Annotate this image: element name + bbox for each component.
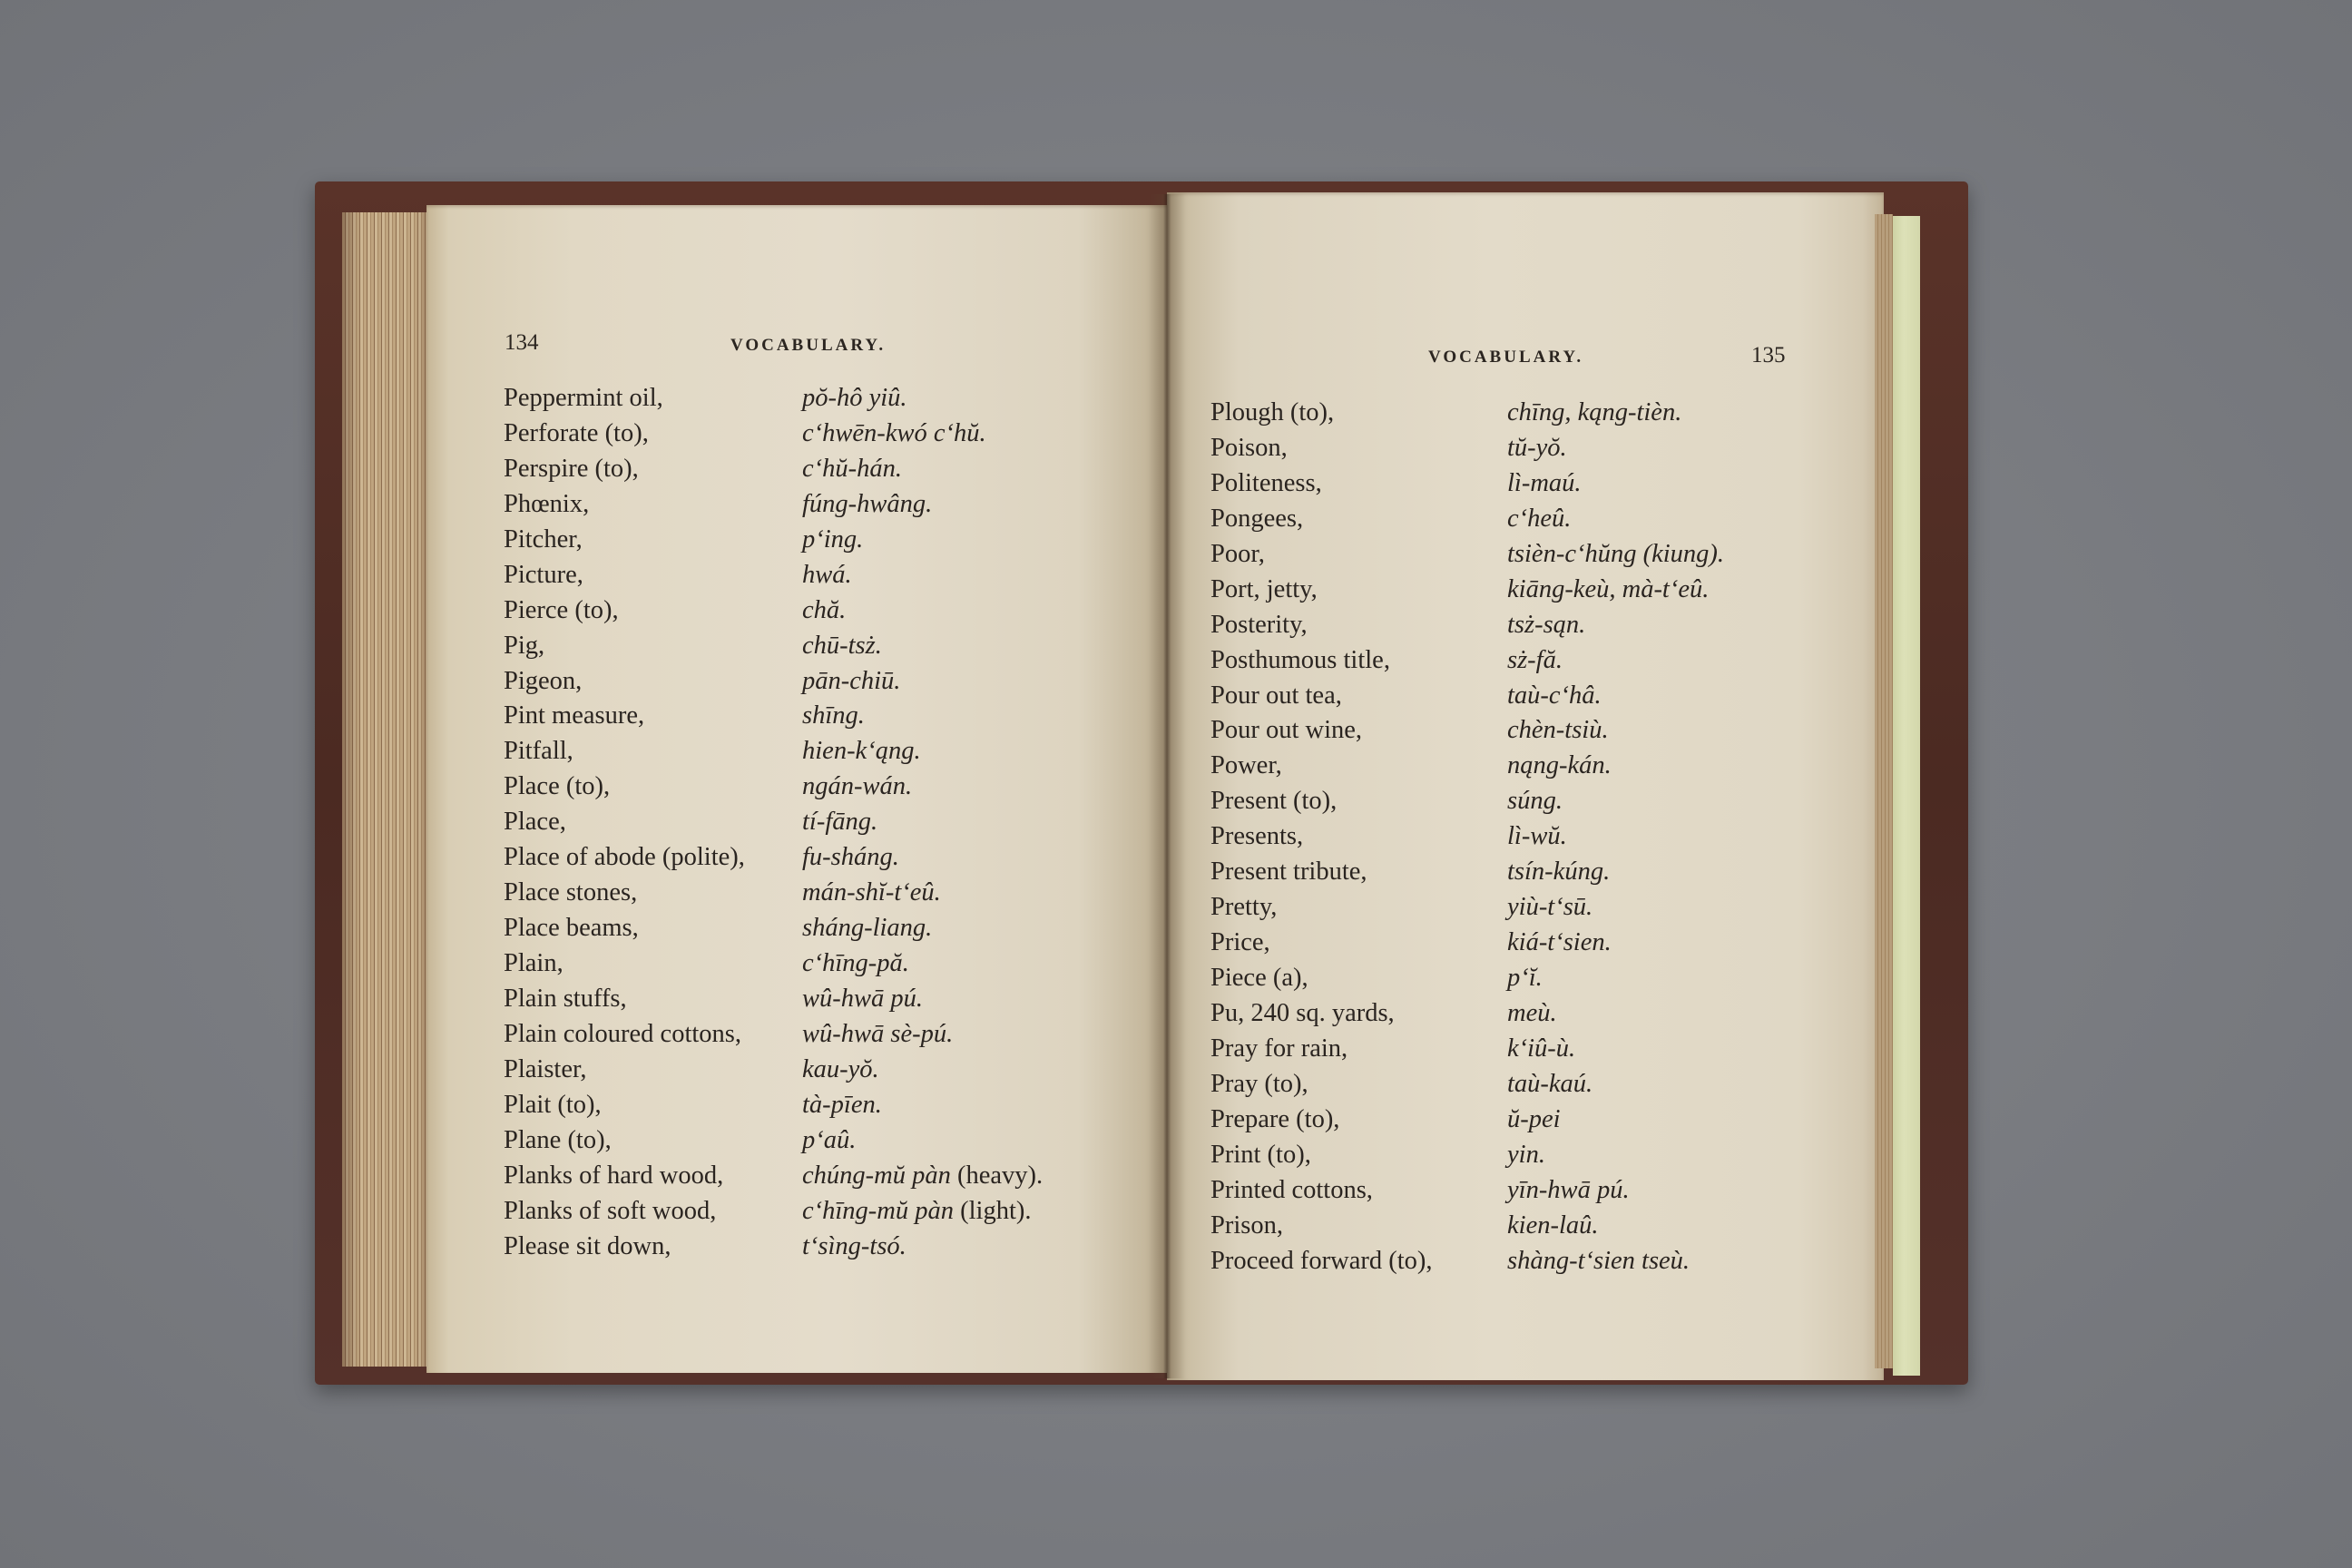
translation bbox=[1507, 855, 1610, 894]
chinese-romanization: c‘hŭ-hán. bbox=[802, 454, 903, 483]
english-term: Planks of soft wood, bbox=[504, 1196, 717, 1225]
english-term: Present tribute, bbox=[1210, 858, 1367, 887]
english-term: Price, bbox=[1210, 928, 1270, 957]
english-term: Proceed forward (to), bbox=[1210, 1246, 1433, 1275]
english-term: Politeness, bbox=[1210, 468, 1322, 497]
chinese-romanization: p‘ing. bbox=[802, 524, 864, 554]
english-term: Perspire (to), bbox=[504, 454, 639, 483]
translation bbox=[802, 734, 921, 773]
chinese-romanization: pŏ-hô yiû. bbox=[802, 384, 907, 412]
english-term: Printed cottons, bbox=[1210, 1175, 1373, 1204]
chinese-romanization: wû-hwā pú. bbox=[802, 984, 924, 1013]
english-term: Plough (to), bbox=[1210, 398, 1335, 426]
english-term: Pour out tea, bbox=[1210, 681, 1342, 710]
english-term: Please sit down, bbox=[504, 1231, 671, 1260]
translation bbox=[1507, 961, 1543, 1000]
english-term: Print (to), bbox=[1210, 1140, 1311, 1169]
chinese-romanization: k‘iû-ù. bbox=[1507, 1034, 1576, 1063]
translation bbox=[802, 558, 852, 597]
chinese-romanization: c‘heû. bbox=[1507, 504, 1572, 533]
chinese-romanization: tsièn-c‘hŭng (kiung). bbox=[1507, 539, 1725, 568]
english-term: Power, bbox=[1210, 751, 1282, 780]
chinese-romanization: yīn-hwā pú. bbox=[1507, 1175, 1630, 1204]
translation bbox=[802, 629, 882, 668]
chinese-romanization: sż-fă. bbox=[1507, 645, 1563, 674]
translation bbox=[1507, 1067, 1592, 1106]
translation bbox=[802, 487, 932, 526]
translation bbox=[1507, 1032, 1575, 1071]
translation bbox=[1507, 784, 1563, 823]
translation bbox=[802, 1053, 879, 1092]
chinese-romanization: tŭ-yŏ. bbox=[1507, 433, 1567, 462]
chinese-romanization: chīng, kąng-tièn. bbox=[1507, 398, 1682, 426]
english-term: Pigeon, bbox=[504, 666, 583, 695]
chinese-romanization: lì-maú. bbox=[1507, 468, 1582, 497]
left-page-edges bbox=[342, 212, 433, 1367]
translation bbox=[802, 1123, 856, 1162]
chinese-romanization: lì-wŭ. bbox=[1507, 822, 1567, 851]
chinese-romanization: tsín-kúng. bbox=[1507, 858, 1611, 887]
english-term: Pray for rain, bbox=[1210, 1034, 1348, 1063]
translation bbox=[1507, 643, 1563, 682]
translation bbox=[1507, 713, 1609, 752]
chinese-romanization: ŭ-pei bbox=[1507, 1104, 1561, 1133]
chinese-romanization: shīng. bbox=[802, 701, 865, 730]
chinese-romanization: chèn-tsiù. bbox=[1507, 716, 1609, 745]
translation bbox=[1507, 1102, 1561, 1142]
english-term: Presents, bbox=[1210, 822, 1304, 851]
chinese-romanization: t‘sìng-tsó. bbox=[802, 1231, 906, 1260]
chinese-romanization: fu-sháng. bbox=[802, 843, 899, 872]
english-term: Phœnix, bbox=[504, 489, 590, 518]
english-term: Prepare (to), bbox=[1210, 1104, 1340, 1133]
chinese-romanization: c‘hīng-mŭ pàn bbox=[802, 1196, 961, 1225]
translation bbox=[802, 593, 846, 632]
chinese-romanization: p‘ĭ. bbox=[1507, 964, 1543, 992]
english-term: Present (to), bbox=[1210, 787, 1338, 816]
english-term: Place, bbox=[504, 808, 566, 837]
chinese-romanization: kiá-t‘sien. bbox=[1507, 928, 1612, 957]
english-term: Place stones, bbox=[504, 878, 638, 907]
english-term: Pig, bbox=[504, 631, 545, 660]
chinese-romanization: c‘hwēn-kwó c‘hŭ. bbox=[802, 418, 986, 447]
chinese-romanization: p‘aû. bbox=[802, 1125, 857, 1154]
chinese-romanization: ngán-wán. bbox=[802, 772, 913, 801]
english-term: Plane (to), bbox=[504, 1125, 612, 1154]
translation bbox=[802, 1159, 1043, 1198]
translation bbox=[1507, 431, 1567, 470]
chinese-romanization: pān-chiū. bbox=[802, 666, 901, 695]
chinese-romanization: taù-kaú. bbox=[1507, 1069, 1593, 1098]
translation bbox=[1507, 466, 1582, 505]
translation bbox=[802, 523, 863, 562]
translation bbox=[802, 982, 923, 1021]
english-term: Plain stuffs, bbox=[504, 984, 627, 1013]
english-term: Pierce (to), bbox=[504, 595, 619, 624]
translation bbox=[1507, 679, 1602, 718]
left-running-head: VOCABULARY. bbox=[730, 336, 887, 355]
english-term: Planks of hard wood, bbox=[504, 1161, 724, 1190]
left-page-number: 134 bbox=[505, 330, 539, 355]
english-term: Pretty, bbox=[1210, 893, 1278, 922]
chinese-romanization: yiù-t‘sū. bbox=[1507, 893, 1593, 922]
chinese-romanization: c‘hīng-pă. bbox=[802, 949, 909, 977]
chinese-romanization: hwá. bbox=[802, 560, 852, 589]
translation bbox=[1507, 1244, 1690, 1283]
english-term: Poor, bbox=[1210, 539, 1265, 568]
right-page-edges bbox=[1875, 214, 1893, 1368]
translation bbox=[1507, 996, 1557, 1035]
translation bbox=[802, 946, 909, 985]
english-term: Piece (a), bbox=[1210, 964, 1308, 992]
chinese-romanization: taù-c‘hâ. bbox=[1507, 681, 1602, 710]
english-term: Peppermint oil, bbox=[504, 384, 663, 412]
english-term: Pu, 240 sq. yards, bbox=[1210, 998, 1395, 1027]
translation bbox=[1507, 926, 1612, 965]
english-term: Perforate (to), bbox=[504, 418, 649, 447]
english-term: Plaister, bbox=[504, 1054, 587, 1083]
english-term: Posterity, bbox=[1210, 610, 1308, 639]
usage-note: (light). bbox=[960, 1196, 1032, 1225]
chinese-romanization: kien-laû. bbox=[1507, 1210, 1599, 1240]
english-term: Place beams, bbox=[504, 914, 639, 943]
chinese-romanization: kiāng-keù, mà-t‘eû. bbox=[1507, 574, 1710, 603]
translation bbox=[1507, 1173, 1630, 1212]
right-page-number: 135 bbox=[1751, 343, 1786, 368]
english-term: Pitcher, bbox=[504, 524, 583, 554]
chinese-romanization: tí-fāng. bbox=[802, 808, 878, 837]
translation bbox=[1507, 396, 1681, 435]
chinese-romanization: hien-k‘ąng. bbox=[802, 737, 921, 766]
english-term: Pitfall, bbox=[504, 737, 573, 766]
chinese-romanization: sháng-liang. bbox=[802, 914, 933, 943]
chinese-romanization: shàng-t‘sien tseù. bbox=[1507, 1246, 1690, 1275]
translation bbox=[1507, 890, 1592, 929]
translation bbox=[802, 452, 902, 491]
translation bbox=[802, 416, 986, 456]
right-running-head: VOCABULARY. bbox=[1428, 348, 1584, 367]
translation bbox=[802, 876, 941, 915]
chinese-romanization: fúng-hwâng. bbox=[802, 489, 933, 518]
translation bbox=[802, 664, 900, 703]
translation bbox=[1507, 537, 1724, 576]
translation bbox=[1507, 502, 1571, 541]
translation bbox=[802, 1088, 882, 1127]
translation bbox=[1507, 749, 1612, 788]
translation bbox=[1507, 608, 1585, 647]
english-term: Poison, bbox=[1210, 433, 1288, 462]
chinese-romanization: tà-pīen. bbox=[802, 1090, 882, 1119]
english-term: Place of abode (polite), bbox=[504, 843, 745, 872]
translation bbox=[802, 1194, 1032, 1233]
english-term: Port, jetty, bbox=[1210, 574, 1318, 603]
english-term: Plait (to), bbox=[504, 1090, 602, 1119]
english-term: Pint measure, bbox=[504, 701, 645, 730]
chinese-romanization: wû-hwā sè-pú. bbox=[802, 1019, 954, 1048]
chinese-romanization: yin. bbox=[1507, 1140, 1545, 1169]
chinese-romanization: chă. bbox=[802, 595, 847, 624]
translation bbox=[802, 1017, 953, 1056]
translation bbox=[1507, 1138, 1545, 1177]
english-term: Pongees, bbox=[1210, 504, 1304, 533]
english-term: Pray (to), bbox=[1210, 1069, 1308, 1098]
english-term: Plain coloured cottons, bbox=[504, 1019, 741, 1048]
english-term: Picture, bbox=[504, 560, 583, 589]
english-term: Plain, bbox=[504, 949, 564, 977]
chinese-romanization: nąng-kán. bbox=[1507, 751, 1612, 780]
translation bbox=[802, 381, 907, 420]
translation bbox=[1507, 819, 1567, 858]
translation bbox=[802, 805, 877, 844]
translation bbox=[802, 1230, 906, 1269]
english-term: Place (to), bbox=[504, 772, 611, 801]
translation bbox=[802, 699, 865, 738]
translation bbox=[802, 769, 912, 808]
chinese-romanization: mán-shĭ-t‘eû. bbox=[802, 878, 941, 907]
translation bbox=[802, 911, 932, 950]
chinese-romanization: chúng-mŭ pàn bbox=[802, 1161, 957, 1190]
translation bbox=[802, 840, 899, 879]
chinese-romanization: meù. bbox=[1507, 998, 1557, 1027]
right-page-edge-strip bbox=[1893, 216, 1920, 1376]
chinese-romanization: chū-tsż. bbox=[802, 631, 882, 660]
chinese-romanization: kau-yŏ. bbox=[802, 1054, 879, 1083]
book-gutter bbox=[1149, 194, 1185, 1378]
chinese-romanization: súng. bbox=[1507, 787, 1563, 816]
english-term: Pour out wine, bbox=[1210, 716, 1363, 745]
english-term: Prison, bbox=[1210, 1210, 1283, 1240]
translation bbox=[1507, 1209, 1599, 1248]
translation bbox=[1507, 573, 1709, 612]
english-term: Posthumous title, bbox=[1210, 645, 1390, 674]
usage-note: (heavy). bbox=[956, 1161, 1044, 1190]
chinese-romanization: tsż-sąn. bbox=[1507, 610, 1586, 639]
